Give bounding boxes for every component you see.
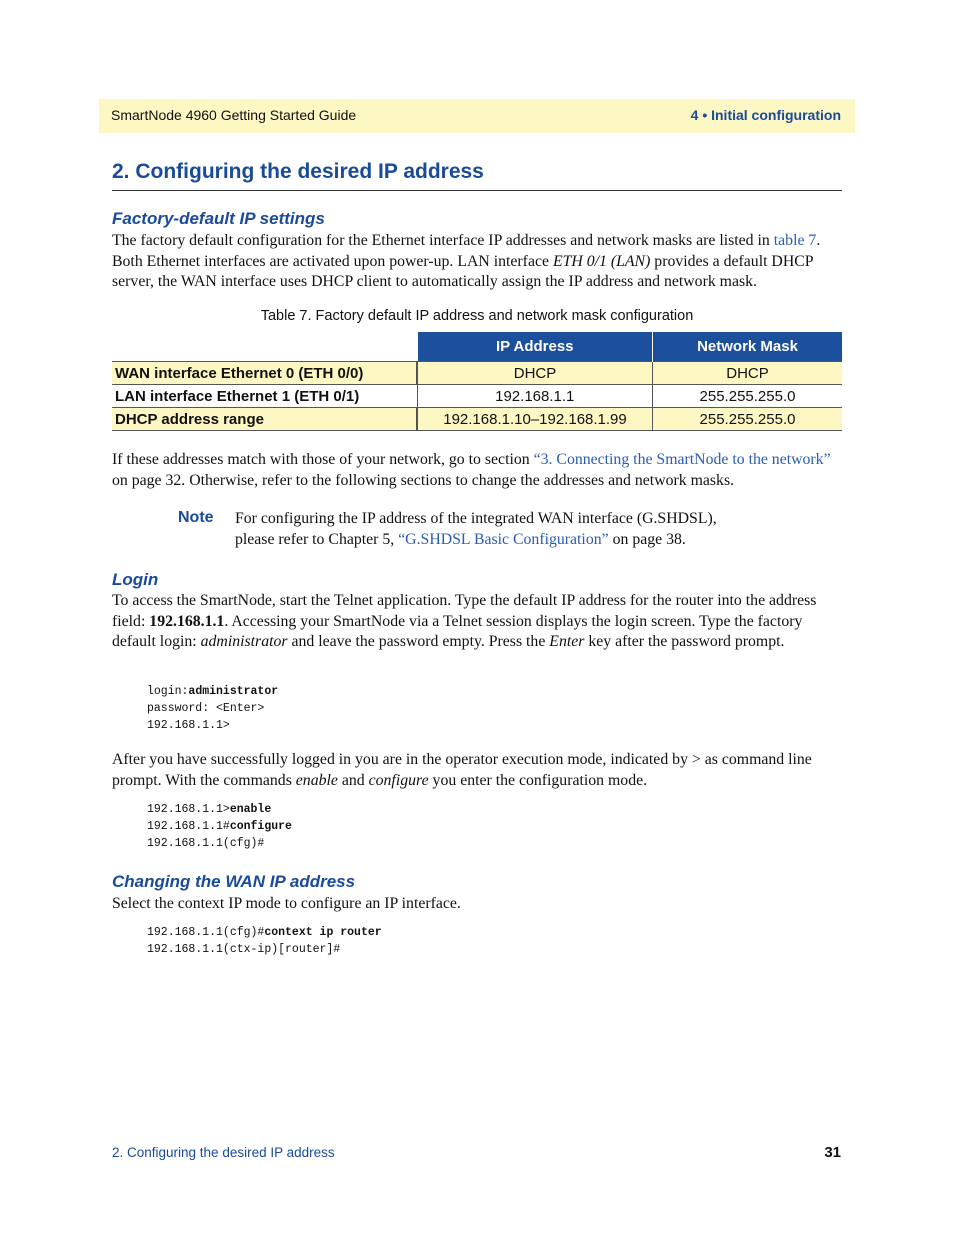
text-span: provides a default DHCP server, the WAN interface uses DHCP client to automatically assign the IP address and network mask.	[112, 252, 813, 290]
wan-paragraph: Select the context IP mode to configure an IP interface.	[112, 895, 461, 912]
login-paragraph	[112, 591, 844, 653]
code-plain: 192.168.1.1(ctx-ip)[router]#	[147, 943, 341, 956]
code-plain: password: <Enter>	[147, 702, 265, 715]
text-span: . Accessing your SmartNode via a Telnet session displays the login screen. Type the factory default login:	[112, 612, 803, 650]
code-line	[147, 924, 382, 941]
code-block-wan	[147, 924, 382, 958]
table-header-blank	[112, 332, 417, 362]
gshdsl-link[interactable]: “G.SHDSL Basic Configuration”	[398, 530, 609, 548]
table-7-link[interactable]: table 7	[773, 232, 817, 249]
table-row	[112, 408, 842, 431]
factory-default-paragraph	[112, 231, 844, 293]
enter-key-italic: Enter	[549, 633, 585, 650]
section-3-link[interactable]: “3. Connecting the SmartNode to the network”	[533, 451, 831, 468]
text-span: If these addresses match with those of your network, go to section	[112, 451, 534, 468]
table-header-mask: Network Mask	[653, 332, 843, 362]
table-cell-ip: 192.168.1.10–192.168.1.99	[417, 408, 653, 431]
code-line	[147, 683, 278, 700]
code-bold: enable	[229, 803, 272, 816]
code-plain: login:	[147, 685, 189, 698]
table-row-label: DHCP address range	[112, 408, 417, 431]
page-number: 31	[824, 1144, 841, 1161]
code-line	[147, 801, 292, 818]
footer-section-title: 2. Configuring the desired IP address	[112, 1145, 335, 1160]
text-span: After you have successfully logged in you are in the operator execution mode, indicated by > as command line prompt. With the commands	[112, 751, 812, 789]
text-span: key after the password prompt.	[584, 633, 785, 650]
code-plain: 192.168.1.1#	[147, 820, 230, 833]
note-line-1: For configuring the IP address of the integrated WAN interface (G.SHDSL),	[235, 510, 717, 527]
note-label: Note	[178, 509, 214, 526]
wan-heading: Changing the WAN IP address	[112, 872, 356, 891]
text-span: and	[337, 771, 369, 789]
code-block-operator	[147, 801, 292, 852]
factory-default-heading: Factory-default IP settings	[112, 209, 325, 228]
section-divider	[112, 190, 842, 191]
text-span: The factory default configuration for the Ethernet interface IP addresses and network masks are listed in	[112, 232, 774, 249]
enable-italic: enable	[295, 771, 338, 789]
table-header-row	[112, 332, 842, 362]
document-title: SmartNode 4960 Getting Started Guide	[111, 107, 357, 123]
code-bold: configure	[229, 820, 292, 833]
table-row-label: WAN interface Ethernet 0 (ETH 0/0)	[112, 362, 417, 385]
code-bold: context ip router	[264, 926, 382, 939]
login-heading: Login	[112, 570, 159, 589]
code-plain: 192.168.1.1>	[147, 803, 230, 816]
note-text	[235, 509, 835, 550]
table-header-ip: IP Address	[417, 332, 653, 362]
table-row	[112, 362, 842, 385]
operator-paragraph	[112, 750, 844, 791]
table-cell-ip: DHCP	[417, 362, 653, 385]
code-line	[147, 941, 382, 958]
text-span: on page 38.	[608, 530, 686, 548]
section-title: 2. Configuring the desired IP address	[112, 160, 484, 183]
text-span: you enter the configuration mode.	[428, 771, 648, 789]
table-cell-mask: 255.255.255.0	[653, 408, 843, 431]
code-plain: 192.168.1.1>	[147, 719, 230, 732]
text-span: and leave the password empty. Press the	[287, 633, 550, 650]
code-block-login	[147, 683, 278, 734]
table-row-label: LAN interface Ethernet 1 (ETH 0/1)	[112, 385, 417, 408]
login-user-italic: administrator	[200, 633, 288, 650]
chapter-title: 4 • Initial configuration	[690, 107, 841, 123]
table-row	[112, 385, 842, 408]
default-ip-bold: 192.168.1.1	[149, 612, 225, 630]
running-header	[99, 99, 855, 133]
text-span: on page 32. Otherwise, refer to the following sections to change the addresses and network masks.	[112, 471, 735, 489]
after-table-paragraph	[112, 450, 844, 491]
code-plain: 192.168.1.1(cfg)#	[147, 926, 265, 939]
code-line	[147, 717, 278, 734]
table-cell-mask: 255.255.255.0	[653, 385, 843, 408]
code-line	[147, 700, 278, 717]
code-plain: 192.168.1.1(cfg)#	[147, 837, 265, 850]
table-caption: Table 7. Factory default IP address and network mask configuration	[260, 308, 694, 324]
ip-config-table	[112, 332, 842, 431]
table-cell-ip: 192.168.1.1	[417, 385, 653, 408]
text-span: To access the SmartNode, start the Telnet application. Type the default IP address for the router into the address field:	[112, 592, 817, 630]
text-span: . Both Ethernet interfaces are activated upon power-up. LAN interface	[112, 232, 821, 270]
code-bold: administrator	[188, 685, 279, 698]
table-cell-mask: DHCP	[653, 362, 843, 385]
text-span: please refer to Chapter 5,	[235, 530, 399, 548]
eth-lan-italic: ETH 0/1 (LAN)	[552, 252, 651, 270]
code-line	[147, 835, 292, 852]
configure-italic: configure	[368, 771, 429, 789]
code-line	[147, 818, 292, 835]
